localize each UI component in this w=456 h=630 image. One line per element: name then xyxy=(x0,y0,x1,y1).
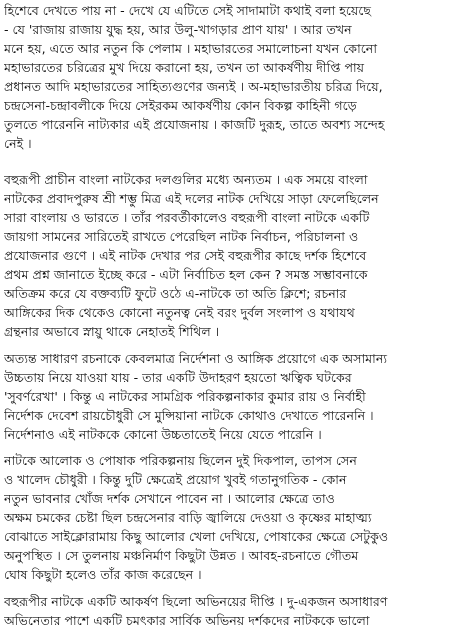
text-line: নাটকের প্রবাদপুরুষ শ্রী শম্ভু মিত্র এই দলের নাটক দেখিয়ে সাড়া ফেলেছিলেন xyxy=(4,191,379,206)
text-line: সারা বাংলায় ও ভারতে । তাঁর পরবর্তীকালেও বহুরূপী বাংলা নাটকে একটি xyxy=(4,210,370,225)
text-line: গ্রন্থনার অভাবে স্নায়ু থাকে নেহাতই শিথিল । xyxy=(4,324,220,339)
text-line: অত্যন্ত সাধারণ রচনাকে কেবলমাত্র নির্দেশনা ও আঙ্গিক প্রয়োগে এক অসামান্য xyxy=(4,351,387,366)
text-line: নতুন ভাবনার খোঁজ দর্শক সেখানে পাবেন না । আলোর ক্ষেত্রে তাও xyxy=(4,491,335,506)
text-line: বোঝাতে সাইক্লোরামায় কিছু আলোর খেলা দেখিয়ে, পোষাকের ক্ষেত্রে সেটুকুও xyxy=(4,529,389,544)
text-line: চন্দ্রসেনা-চন্দ্রাবলীকে দিয়ে সেইরকম আকর্ষণীয় কোন বিকল্প কাহিনী গড়ে xyxy=(4,98,357,113)
text-line: নির্দেশনাও এই নাটককে কোনো উচ্চতাতেই নিয়ে যেতে পারেনি । xyxy=(4,427,322,442)
paragraph-spacer xyxy=(4,584,450,592)
text-line: নাটকে আলোক ও পোষাক পরিকল্পনায় ছিলেন দুই দিকপাল, তাপস সেন xyxy=(4,453,357,468)
text-line: আঙ্গিকের দিক থেকেও কোনো নতুনত্ব নেই বরং দুর্বল সংলাপ ও যথাযথ xyxy=(4,305,355,320)
text-line: মনে হয়, এতে আর নতুন কি পেলাম । মহাভারতের সমালোচনা যখন কোনো xyxy=(4,41,377,56)
text-line: ঘোষ কিছুটা হলেও তাঁর কাজ করেছেন । xyxy=(4,567,202,582)
text-line: অনুপস্থিত । সে তুলনায় মঞ্চনির্মাণ কিছুটা উন্নত । আবহ-রচনাতে গৌতম xyxy=(4,548,359,563)
paragraph-2 xyxy=(4,170,450,341)
text-line: তুলতে পারেননি নাট্যকার এই প্রযোজনায় । কাজটি দুরূহ, তাতে অবশ্য সন্দেহ xyxy=(4,117,385,132)
text-line: প্রথম প্রশ্ন জানাতে ইচ্ছে করে - এটা নির্বাচিত হল কেন ? সমস্ত সম্ভাবনাকে xyxy=(4,267,368,282)
text-line: নির্দেশক দেবেশ রায়চৌধুরী সে মুন্সিয়ানা নাটকে কোথাও দেখাতে পারেননি । xyxy=(4,408,374,423)
text-line: ও খালেদ চৌধুরী । কিন্তু দুটি ক্ষেত্রেই প্রয়োগ খুবই গতানুগতিক - কোন xyxy=(4,472,347,487)
paragraph-3 xyxy=(4,349,450,444)
text-line: বহুরূপী প্রাচীন বাংলা নাটকের দলগুলির মধ্যে অন্যতম । এক সময়ে বাংলা xyxy=(4,172,368,187)
text-line: বহুরূপীর নাটকে একটি আকর্ষণ ছিলো অভিনয়ের দীপ্তি । দু-একজন অসাধারণ xyxy=(4,594,388,609)
text-line: জায়গা সামনের সারিতেই রাখতে পেরেছিল নাটক নির্বাচন, পরিচালনা ও xyxy=(4,229,359,244)
text-line: প্রযোজনার গুণে । এই নাটক দেখার পর সেই বহুরূপীর কাছে দর্শক হিশেবে xyxy=(4,248,367,263)
text-line: মহাভারতের চরিত্রের মুখ দিয়ে করানো হয়, তখন তা আকর্ষণীয় দীপ্তি পায় xyxy=(4,60,365,75)
text-line: অতিক্রম করে যে বক্তব্যটি ফুটে ওঠে এ-নাটকে তা অতি ক্লিশে; রচনার xyxy=(4,286,347,301)
paragraph-5 xyxy=(4,592,450,630)
text-line: অভিনেতার পাশে একটি চমৎকার সার্বিক অভিনয় দর্শকদের নাটককে ভালো xyxy=(4,613,370,628)
paragraph-spacer xyxy=(4,444,450,451)
text-line: প্রধানত আদি মহাভারতের সাহিত্যগুণের জন্যই । অ-মহাভারতীয় চরিত্র দিয়ে, xyxy=(4,79,383,94)
text-line: হিশেবে দেখতে পায় না - দেখে যে এটিতে সেই সাদামাটা কথাই বলা হয়েছে xyxy=(4,3,372,18)
text-line: - যে 'রাজায় রাজায় যুদ্ধ হয়, আর উলু-খাগড়ার প্রাণ যায়' । আর তখন xyxy=(4,22,352,37)
paragraph-spacer xyxy=(4,153,450,170)
text-line: 'সুবর্ণরেখা' । কিন্তু এ নাটকের সামগ্রিক পরিকল্পনাকার কুমার রায় ও নির্বাহী xyxy=(4,389,366,404)
text-line: উচ্চতায় নিয়ে যাওয়া যায় - তার একটি উদাহরণ হয়তো ঋত্বিক ঘটকের xyxy=(4,370,352,385)
paragraph-4 xyxy=(4,451,450,584)
text-line: অক্ষম চমকের চেষ্টা ছিল চন্দ্রসেনার বাড়ি জ্বালিয়ে দেওয়া ও কৃষ্ণের মাহাত্ম্য xyxy=(4,510,372,525)
paragraph-spacer xyxy=(4,341,450,349)
paragraph-1 xyxy=(4,1,450,153)
text-line: নেই । xyxy=(4,136,32,151)
